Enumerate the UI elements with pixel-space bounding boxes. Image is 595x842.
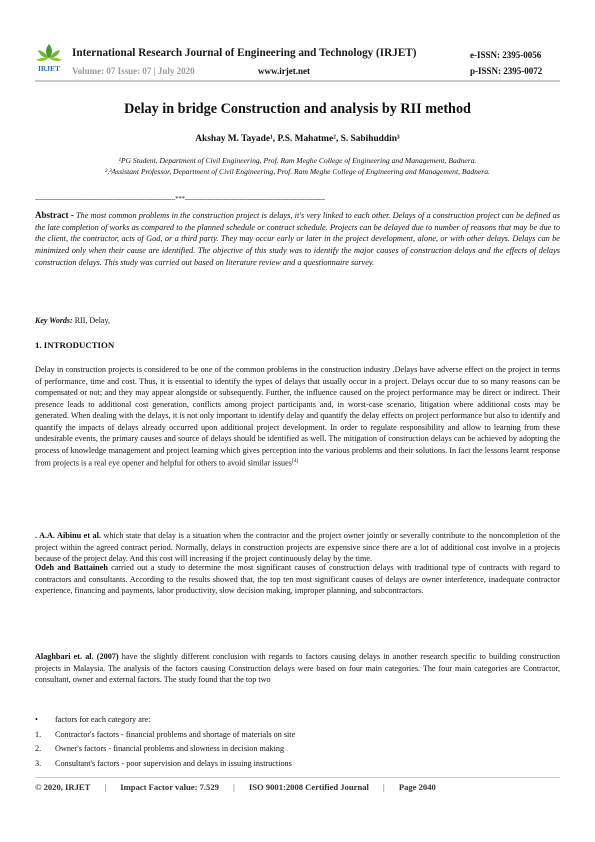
abstract-text: The most common problems in the construction project is delays, it's very linked to each other. Delays of a construction project can be defined as the late completion of works as compared to the planned schedule or contract schedule. Projects can be delayed due to number of reasons that may be due to the client, the contractor, acts of God, or a third party. They may occur early or later in the project development, alone, or with other delays. Delays can be minimized only when their cause are identified. The objective of this study was to identify the major causes of construction delays and the effects of delays construction delays. This study was carried out based on literature review and a questionnaire survey. [35,211,560,267]
logo-text: IRJET [37,64,61,73]
paper-title: Delay in bridge Construction and analysis by RII method [124,101,471,117]
list-item-text: Contractor's factors - financial problems and shortage of materials on site [55,729,296,739]
footer-rule [35,777,560,778]
paragraph-3 [35,562,560,597]
list-marker: 1. [35,729,42,739]
paragraph-2 [35,530,560,565]
separator-line: ---------------------------------------------------------------------***--------------------------------------------------------------------- [35,195,325,203]
p-issn: p-ISSN: 2395-0072 [470,66,543,76]
journal-website-link[interactable]: www.irjet.net [258,66,310,76]
page-footer [35,782,560,792]
paragraph-2-text: which state that delay is a situation when the contractor and the project owner jointly or severally contribute to the noncompletion of the project within the agreed contract period. Normally, delays in construction projects are expensive since there are a lot of additional cost involve in a projects because of the project delay. And this cost will increasing if the project continuously delay by the time. [35,531,560,563]
keywords [35,316,110,325]
footer-separator: | [382,782,385,792]
footer-separator: | [232,782,235,792]
paragraph-2-lead: . A.A. Aibinu et al. [35,531,101,540]
list-item [35,728,560,743]
volume-issue: Volume: 07 Issue: 07 | July 2020 [72,66,195,76]
list-marker: 2. [35,744,42,753]
paragraph-4 [35,651,560,686]
e-issn: e-ISSN: 2395-0056 [470,50,542,60]
irjet-logo-icon [34,40,64,76]
abstract-label: Abstract - [35,210,74,220]
list-item [35,713,560,728]
footer-iso: ISO 9001:2008 Certified Journal [248,782,369,792]
list-item-text: Consultant's factors - poor supervision and delays in issuing instructions [55,758,292,768]
paragraph-1 [35,364,560,469]
journal-name: International Research Journal of Engineering and Technology (IRJET) [72,47,417,59]
list-item [35,757,560,772]
paragraph-4-text: have the slightly different conclusion with regards to factors causing delays in another research specific to building construction projects in Malaysia. The analysis of the factors causing Construction delays were based on four main categories. The four main categories are Contractor, consultant, owner and external factors. The study found that the top two [35,652,560,684]
section-heading: 1. INTRODUCTION [35,340,115,350]
abstract [35,210,560,269]
affiliation-1: ¹PG Student, Department of Civil Engineering, Prof. Ram Meghe College of Engineering and Management, Badnera. [118,156,477,165]
paragraph-1-text: Delay in construction projects is considered to be one of the common problems in the construction industry .Delays have adverse effect on the project in terms of performance, time and cost. Thus, it is essential to identify the types of delays that usually occur in a project. Delays occur due to so many reasons can be compensated or not; and they may appear alongside or subsequently. Further, the influence caused on the project performance may be direct or indirect. Their presence leads to additional cost generation, conflicts among project participants and, in worst-case scenario, litigation where additional costs may be generated. When dealing with the delays, it is not only important to identify delay and quantify the delay effects on project performance but also to identify and quantify the impacts of delays already occurred upon additional project development. In order to regulate responsibility and allow to learning from these undesirable events, the primary causes and source of delays should be identified as well. The mitigation of construction delays can be achieved by adopting the process of knowledge management and project learning which gives perception into the various problems and their solutions. In fact the lessons learnt response from projects is a real eye opener and helpful for others to avoid similar issues [35,365,560,468]
paper-authors: Akshay M. Tayade¹, P.S. Mahatme², S. Sabihuddin³ [195,134,400,144]
footer-separator: | [104,782,107,792]
factor-list [35,713,560,771]
affiliation-2: ²,³Assistant Professor, Department of Civil Engineering, Prof. Ram Meghe College of Engineering and Management, Badnera. [105,167,490,176]
list-item-text: factors for each category are: [55,715,151,724]
paragraph-4-lead: Alaghbari et. al. (2007) [35,652,119,661]
footer-page-number: Page 2040 [398,782,436,792]
keywords-label: Key Words: [35,316,73,325]
citation-ref: [4] [291,458,299,464]
list-item-text: Owner's factors - financial problems and slowness in decision making [55,744,285,753]
list-item [35,742,560,757]
keywords-text: RII, Delay, [72,316,110,325]
footer-impact-factor: Impact Factor value: 7.529 [120,782,219,792]
affiliations [30,155,565,177]
paragraph-3-lead: Odeh and Battaineh [35,563,108,572]
header-rule [35,80,560,82]
paragraph-3-text: carried out a study to determine the most significant causes of construction delays with traditional type of contracts with regard to contractors and consultants. According to the results showed that, the top ten most significant causes of delays are owner interference, inadequate contractor experience, financing and payments, labor productivity, slow decision making, improper planning, and subcontractors. [35,563,560,595]
list-marker: • [35,715,38,724]
list-marker: 3. [35,758,42,768]
footer-copyright: © 2020, IRJET [35,782,91,792]
